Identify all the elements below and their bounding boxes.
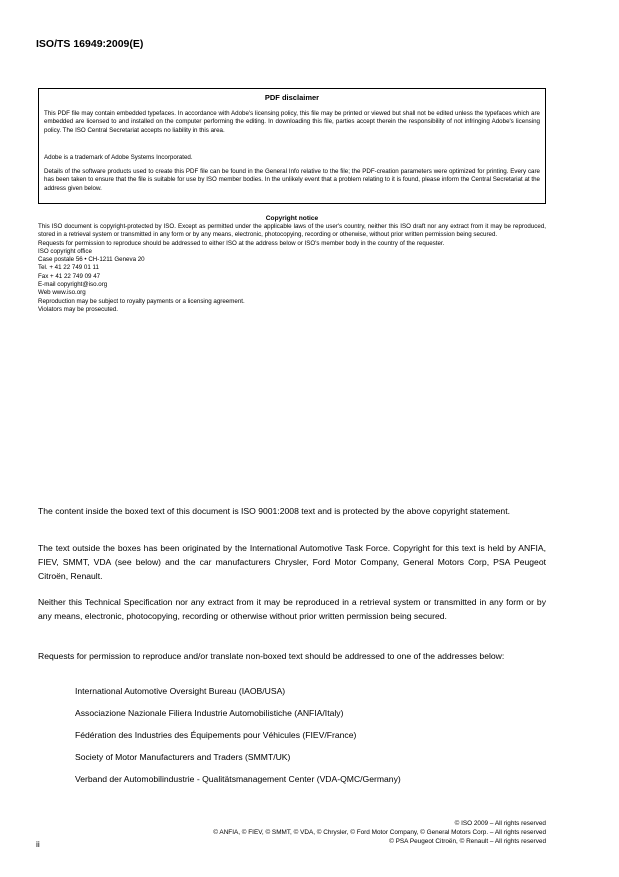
document-id: ISO/TS 16949:2009(E): [36, 38, 144, 50]
disclaimer-paragraph-1: This PDF file may contain embedded typefaces. In accordance with Adobe's licensing policy, this file may be printed or viewed but shall not be edited unless the typefaces which are embedded are licensed to and installed on the computer performing the editing. In downloading this file, parties accept therein the responsibility of not infringing Adobe's licensing policy. The ISO Central Secretariat accepts no liability in this area.: [44, 110, 540, 134]
footer-iso-copyright: © ISO 2009 – All rights reserved: [454, 820, 546, 827]
body-paragraph-2: The text outside the boxes has been originated by the International Automotive Task Force. Copyright for this text is held by ANFIA, FIEV, SMMT, VDA (see below) and the car manufacturers Chrysler, Ford Motor Company, General Motors Corp, PSA Peugeot Citroën, Renault.: [38, 543, 546, 581]
disclaimer-title: PDF disclaimer: [264, 93, 320, 102]
copyright-violators: Violators may be prosecuted.: [38, 305, 119, 313]
copyright-title: Copyright notice: [265, 215, 319, 222]
copyright-fax: Fax + 41 22 749 09 47: [38, 272, 101, 280]
pdf-disclaimer-box: [38, 88, 546, 204]
address-item: Verband der Automobilindustrie - Qualitätsmanagement Center (VDA-QMC/Germany): [75, 774, 401, 784]
copyright-email: E-mail copyright@iso.org: [38, 281, 108, 289]
address-item: Fédération des Industries des Équipements pour Véhicules (FIEV/France): [75, 730, 357, 740]
copyright-address: Case postale 56 • CH-1211 Geneva 20: [38, 256, 145, 264]
copyright-notice: [38, 223, 546, 314]
copyright-tel: Tel. + 41 22 749 01 11: [38, 264, 99, 272]
body-paragraph-1: The content inside the boxed text of this document is ISO 9001:2008 text and is protected by the above copyright statement.: [38, 506, 510, 516]
body-paragraph-4: Requests for permission to reproduce and/or translate non-boxed text should be addressed to one of the addresses below:: [38, 651, 505, 661]
disclaimer-paragraph-3: Details of the software products used to create this PDF file can be found in the General Info relative to the file; the PDF-creation parameters were optimized for printing. Every care has been taken to ensure that the file is suitable for use by ISO member bodies. In the unlikely event that a problem relating to it is found, please inform the Central Secretariat at the address given below.: [44, 168, 540, 192]
address-item: Society of Motor Manufacturers and Traders (SMMT/UK): [75, 752, 291, 762]
copyright-office: ISO copyright office: [38, 247, 92, 255]
address-item: International Automotive Oversight Bureau (IAOB/USA): [75, 686, 286, 696]
page-number: ii: [36, 839, 40, 849]
disclaimer-paragraph-2: Adobe is a trademark of Adobe Systems Incorporated.: [44, 154, 193, 161]
body-paragraph-3: Neither this Technical Specification nor any extract from it may be reproduced in a retrieval system or transmitted in any form or by any means, electronic, photocopying, recording or otherwise without prior written permission being secured.: [38, 597, 546, 621]
copyright-royalty: Reproduction may be subject to royalty payments or a licensing agreement.: [38, 297, 245, 305]
copyright-paragraph-2: Requests for permission to reproduce should be addressed to either ISO at the address below or ISO's member body in the country of the requester.: [38, 239, 445, 247]
copyright-paragraph-1: This ISO document is copyright-protected by ISO. Except as permitted under the applicable laws of the user's country, neither this ISO draft nor any extract from it may be reproduced, stored in a retrieval system or transmitted in any form or by any means, electronic, photocopying, recording or otherwise, without prior written permission being secured.: [38, 223, 546, 239]
footer-psa-renault-copyright: © PSA Peugeot Citroën, © Renault – All rights reserved: [389, 838, 546, 845]
address-item: Associazione Nazionale Filiera Industrie Automobilistiche (ANFIA/Italy): [75, 708, 344, 718]
footer-partners-copyright: © ANFIA, © FIEV, © SMMT, © VDA, © Chrysler, © Ford Motor Company, © General Motors Corp. – All rights reserved: [213, 829, 546, 836]
copyright-web: Web www.iso.org: [38, 289, 86, 297]
